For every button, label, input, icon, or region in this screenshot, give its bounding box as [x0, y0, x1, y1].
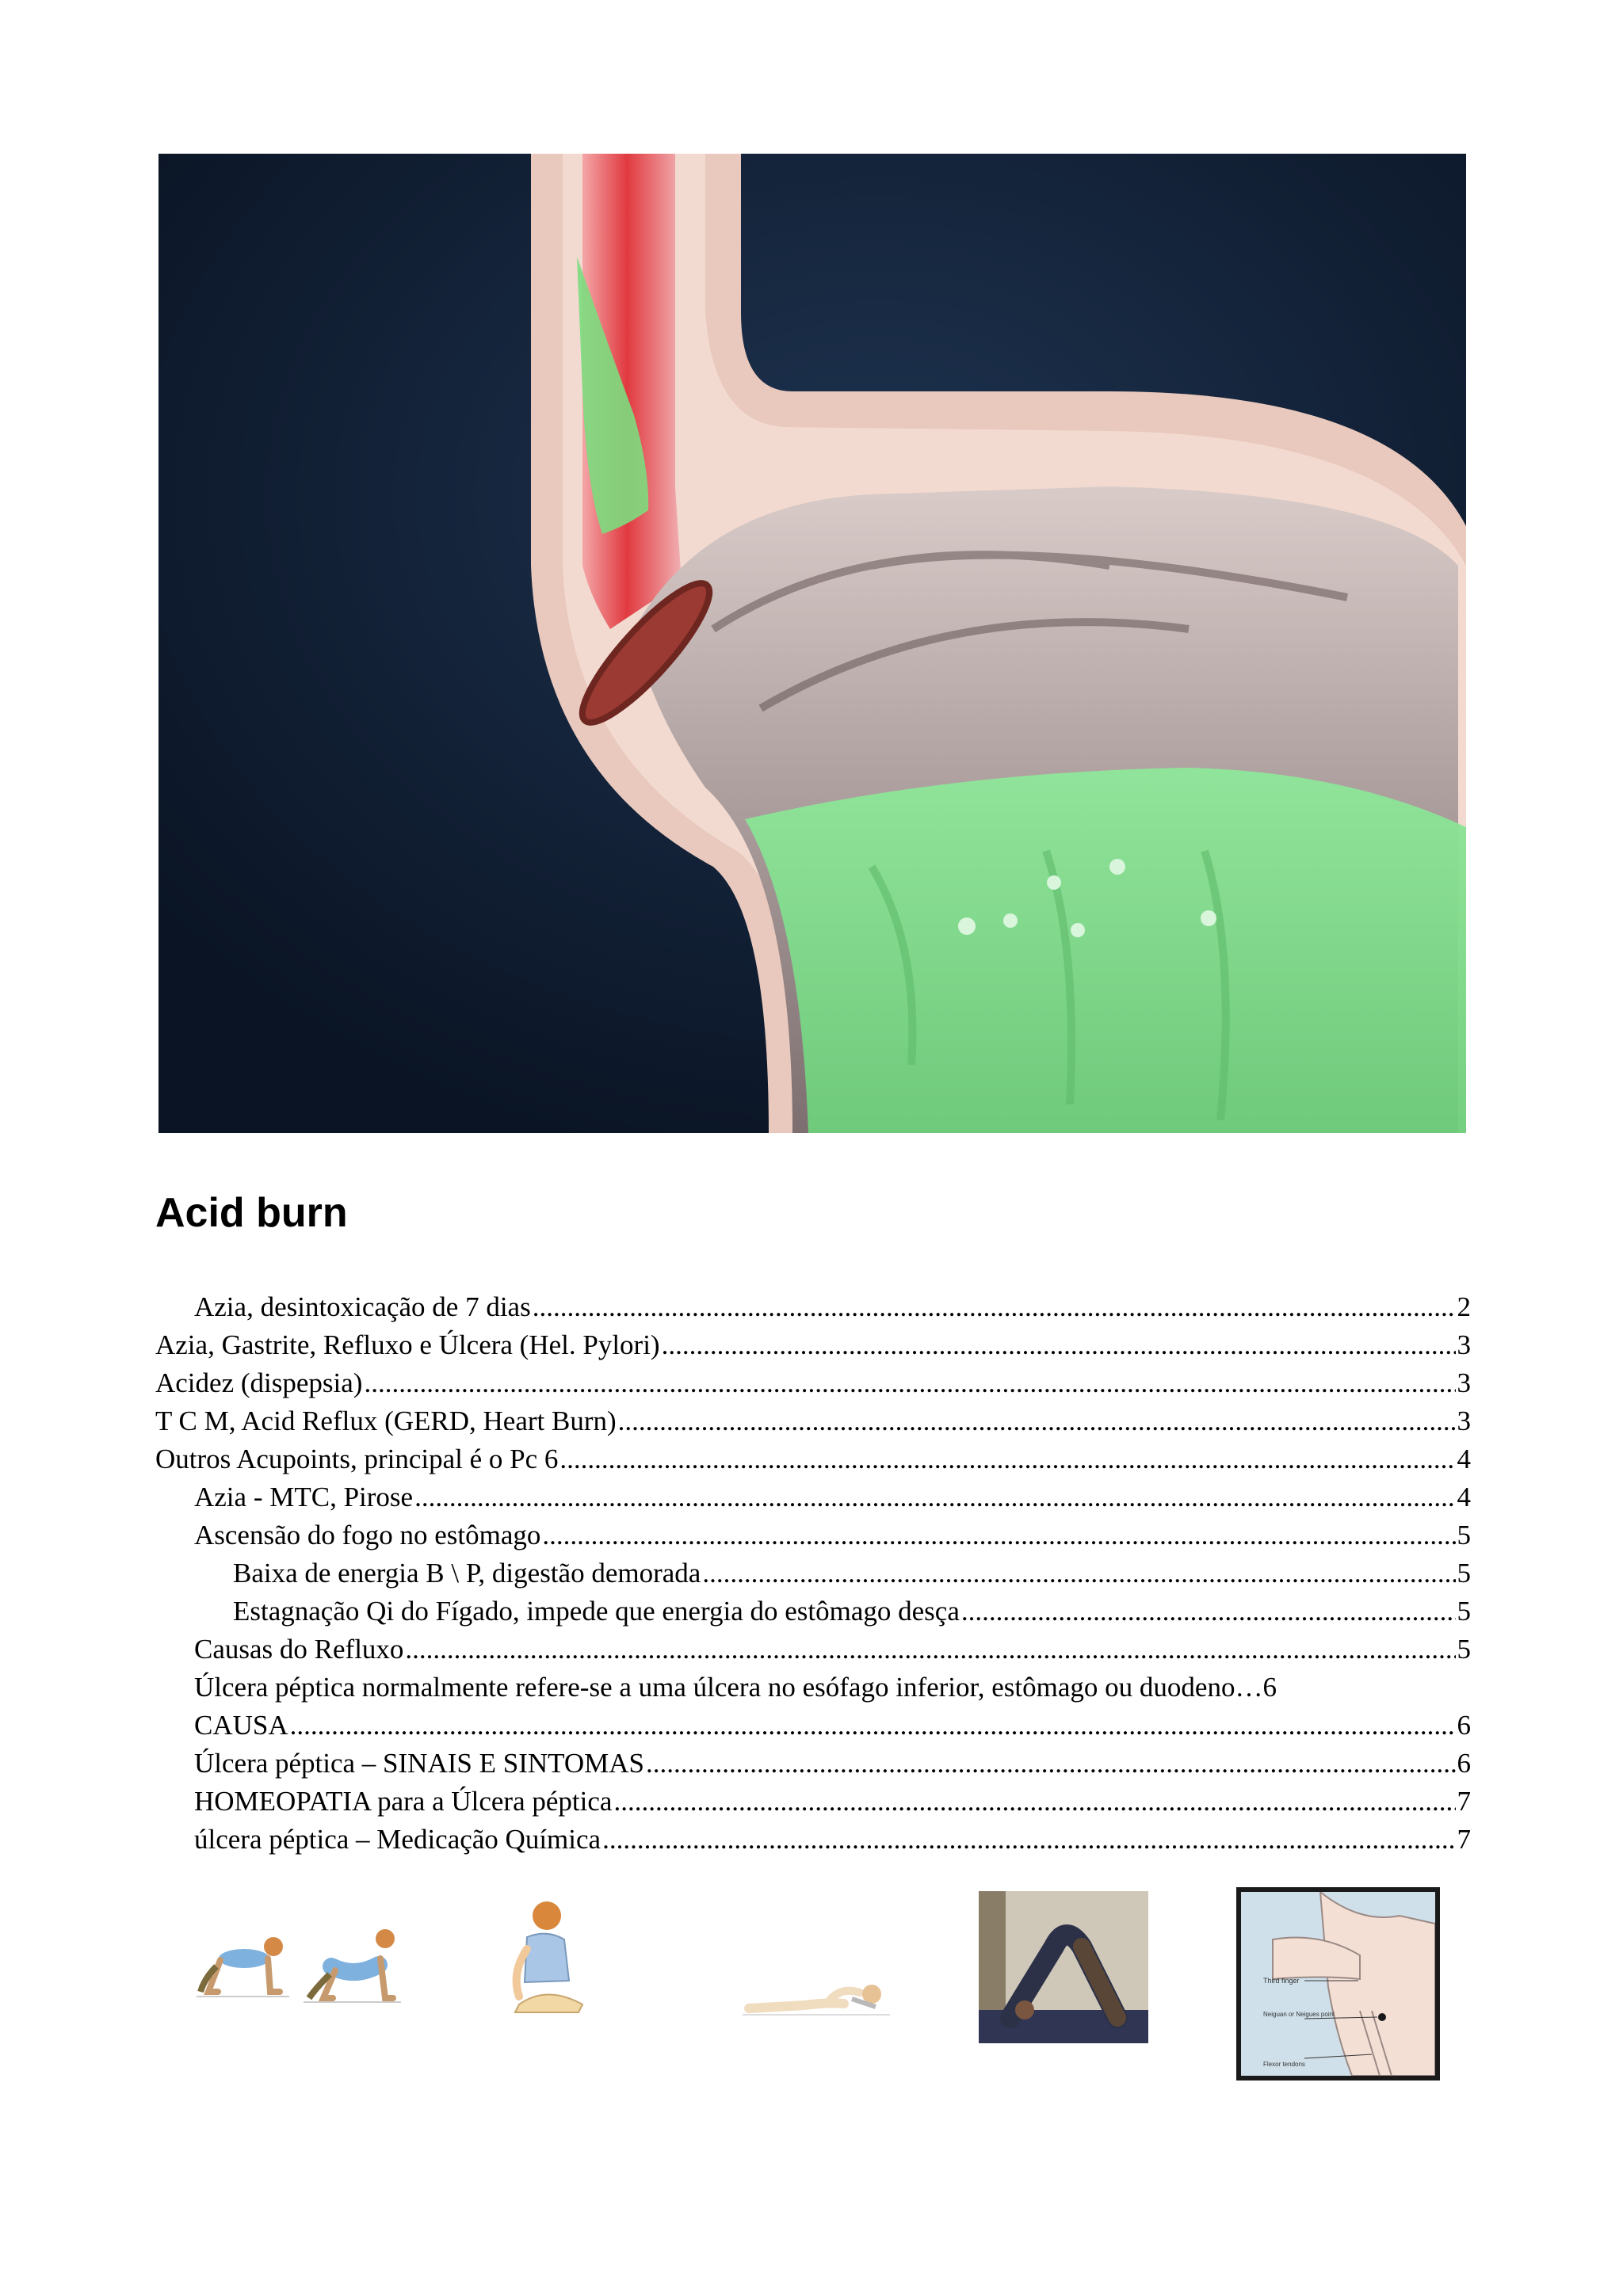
toc-entry-text: Úlcera péptica normalmente refere-se a uma úlcera no esófago inferior, estômago ou duodeno: [194, 1672, 1235, 1703]
toc-dot-leader: [364, 1364, 1455, 1402]
document-title: Acid burn: [155, 1190, 348, 1236]
toc-entry-text: Baixa de energia B \ P, digestão demorada: [233, 1558, 701, 1589]
toc-page-number: 6: [1262, 1672, 1277, 1703]
toc-entry-text: Úlcera péptica – SINAIS E SINTOMAS: [194, 1748, 645, 1779]
toc-dot-leader: [602, 1821, 1455, 1859]
toc-entry-text: Azia, desintoxicação de 7 dias: [194, 1291, 531, 1322]
toc-page-number: 3: [1457, 1367, 1471, 1398]
toc-page-number: 2: [1457, 1291, 1471, 1322]
yoga-cat-pose-image: [193, 1903, 292, 2001]
toc-entry[interactable]: [155, 1707, 1471, 1745]
toc-entry-text: HOMEOPATIA para a Úlcera péptica: [194, 1786, 613, 1817]
toc-dot-leader: [662, 1326, 1456, 1364]
toc-page-number: 7: [1457, 1824, 1471, 1855]
toc-entry[interactable]: [155, 1402, 1471, 1440]
toc-entry-text: Azia - MTC, Pirose: [194, 1482, 414, 1512]
toc-page-number: 6: [1457, 1710, 1471, 1741]
toc-entry[interactable]: [155, 1326, 1471, 1364]
toc-page-number: 5: [1457, 1558, 1471, 1589]
toc-page-number: 5: [1457, 1520, 1471, 1550]
toc-dot-leader: [613, 1783, 1455, 1821]
toc-page-number: 7: [1457, 1786, 1471, 1817]
toc-entry[interactable]: [155, 1516, 1471, 1554]
seated-twist-pose-image: [483, 1894, 590, 2016]
toc-entry[interactable]: [155, 1364, 1471, 1402]
toc-entry-text: Estagnação Qi do Fígado, impede que energia do estômago desça: [233, 1596, 960, 1627]
toc-entry[interactable]: [155, 1554, 1471, 1592]
toc-page-number: 3: [1457, 1405, 1471, 1436]
toc-dot-leader: [542, 1516, 1455, 1554]
toc-entry-text: Ascensão do fogo no estômago: [194, 1520, 541, 1550]
toc-entry[interactable]: [155, 1783, 1471, 1821]
toc-entry-text: Outros Acupoints, principal é o Pc 6: [155, 1444, 559, 1474]
toc-dot-leader: [559, 1440, 1455, 1478]
acupoint-label-point: Neiguan or Neigues point: [1263, 2011, 1335, 2018]
toc-page-number: 5: [1457, 1596, 1471, 1627]
acupoint-label-finger: Third finger: [1263, 1977, 1300, 1985]
toc-dot-leader: [533, 1288, 1456, 1326]
toc-page-number: 4: [1457, 1444, 1471, 1474]
toc-entry[interactable]: [155, 1821, 1471, 1859]
toc-entry[interactable]: [155, 1440, 1471, 1478]
toc-dot-leader: [290, 1707, 1456, 1745]
toc-entry[interactable]: [155, 1592, 1471, 1630]
acupoint-diagram: [1236, 1887, 1440, 2081]
toc-page-number: 4: [1457, 1482, 1471, 1512]
toc-entry-text: Acidez (dispepsia): [155, 1367, 363, 1398]
toc-dot-leader: [646, 1745, 1455, 1783]
reflux-illustration: [158, 154, 1466, 1133]
toc-dot-leader: [405, 1630, 1455, 1669]
toc-entry[interactable]: [155, 1478, 1471, 1516]
toc-entry-text: T C M, Acid Reflux (GERD, Heart Burn): [155, 1405, 617, 1436]
acupoint-label-tendons: Flexor tendons: [1263, 2061, 1305, 2068]
toc-entry-text: Azia, Gastrite, Refluxo e Úlcera (Hel. Pylori): [155, 1329, 660, 1360]
toc-dot-leader: [618, 1402, 1456, 1440]
downward-dog-photo: [979, 1891, 1148, 2043]
toc-entry[interactable]: [155, 1630, 1471, 1669]
toc-page-number: 6: [1457, 1748, 1471, 1779]
toc-dot-leader: [702, 1554, 1455, 1592]
toc-entry[interactable]: [155, 1669, 1471, 1707]
toc-entry[interactable]: [155, 1745, 1471, 1783]
toc-page-number: 3: [1457, 1329, 1471, 1360]
table-of-contents: [155, 1288, 1471, 1859]
toc-dot-leader: [414, 1478, 1455, 1516]
toc-entry[interactable]: [155, 1288, 1471, 1326]
toc-page-number: 5: [1457, 1634, 1471, 1665]
toc-dot-leader: …: [1235, 1672, 1263, 1703]
lying-stretch-pose-image: [741, 1970, 892, 2018]
toc-entry-text: Causas do Refluxo: [194, 1634, 404, 1665]
toc-entry-text: CAUSA: [194, 1710, 288, 1741]
toc-entry-text: úlcera péptica – Medicação Química: [194, 1824, 601, 1855]
yoga-cow-pose-image: [300, 1903, 404, 2008]
toc-dot-leader: [961, 1592, 1456, 1630]
